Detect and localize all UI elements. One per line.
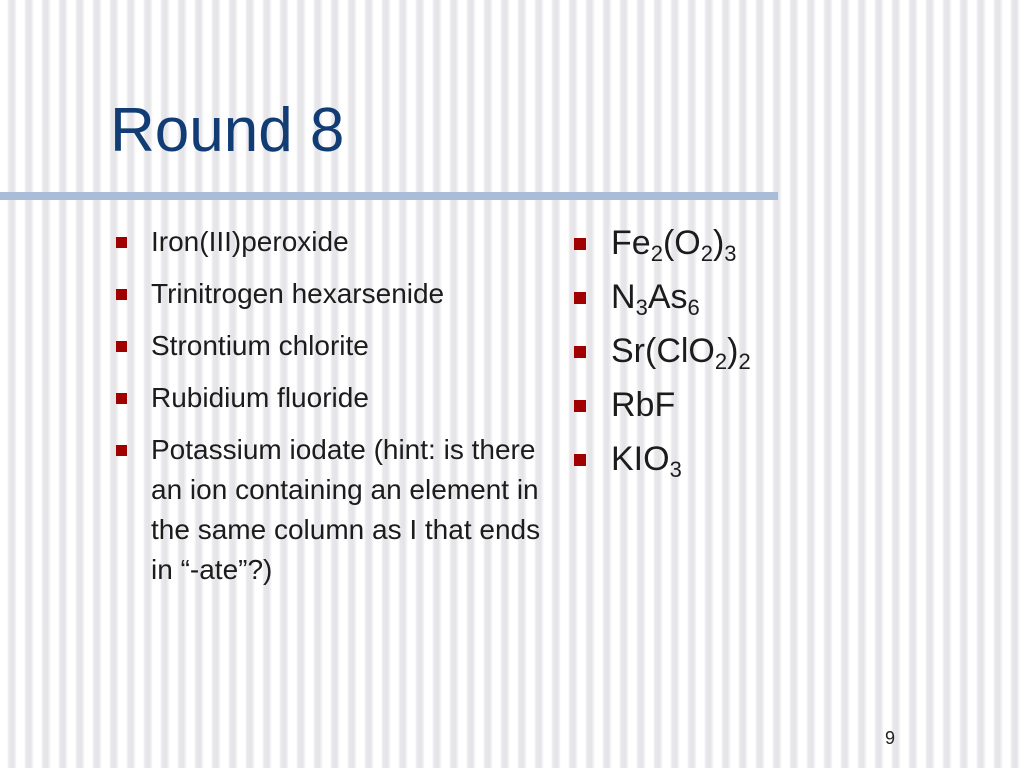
formula-text: (O: [662, 224, 701, 262]
formula-text: As: [647, 278, 688, 316]
slide-title: Round 8: [110, 96, 345, 165]
list-item: [116, 378, 546, 418]
formula-text: KIO: [611, 440, 670, 478]
formula-subscript: 2: [738, 349, 751, 374]
square-bullet-icon: [574, 400, 586, 412]
list-item: [116, 430, 546, 590]
square-bullet-icon: [116, 341, 127, 352]
compound-names-list: [116, 222, 546, 602]
compound-name: Strontium chlorite: [151, 330, 369, 361]
formula-subscript: 6: [687, 295, 700, 320]
list-item: [116, 222, 546, 262]
formula-text: ): [727, 332, 739, 370]
square-bullet-icon: [116, 289, 127, 300]
list-item: [574, 382, 834, 428]
page-number: 9: [885, 728, 896, 748]
square-bullet-icon: [574, 346, 586, 358]
list-item: [574, 274, 834, 320]
formula-subscript: 2: [650, 241, 663, 266]
compound-name: Iron(III)peroxide: [151, 226, 349, 257]
square-bullet-icon: [116, 237, 127, 248]
list-item: [574, 436, 834, 482]
chemical-formula: [611, 278, 700, 320]
square-bullet-icon: [574, 292, 586, 304]
formula-subscript: 2: [714, 349, 728, 374]
formula-text: RbF: [611, 386, 676, 424]
compound-name: Rubidium fluoride: [151, 382, 369, 413]
list-item: [116, 274, 546, 314]
formulas-list: [574, 220, 834, 490]
formula-subscript: 2: [700, 241, 713, 266]
formula-subscript: 3: [635, 295, 648, 320]
chemical-formula: [611, 224, 737, 266]
square-bullet-icon: [116, 393, 127, 404]
formula-text: ): [712, 224, 725, 262]
square-bullet-icon: [116, 445, 127, 456]
list-item: [574, 328, 834, 374]
square-bullet-icon: [574, 238, 586, 250]
formula-subscript: 3: [724, 241, 737, 266]
compound-name: Potassium iodate (hint: is there an ion containing an element in the same column as I that ends in “-ate”?): [151, 434, 541, 585]
compound-name: Trinitrogen hexarsenide: [151, 278, 445, 309]
formula-text: N: [611, 278, 636, 316]
chemical-formula: [611, 386, 675, 424]
square-bullet-icon: [574, 454, 586, 466]
title-divider: [0, 192, 778, 200]
list-item: [116, 326, 546, 366]
formula-subscript: 3: [669, 457, 682, 482]
list-item: [574, 220, 834, 266]
formula-text: Sr(ClO: [611, 332, 715, 370]
chemical-formula: [611, 440, 682, 482]
chemical-formula: [611, 332, 751, 374]
formula-text: Fe: [611, 224, 651, 262]
